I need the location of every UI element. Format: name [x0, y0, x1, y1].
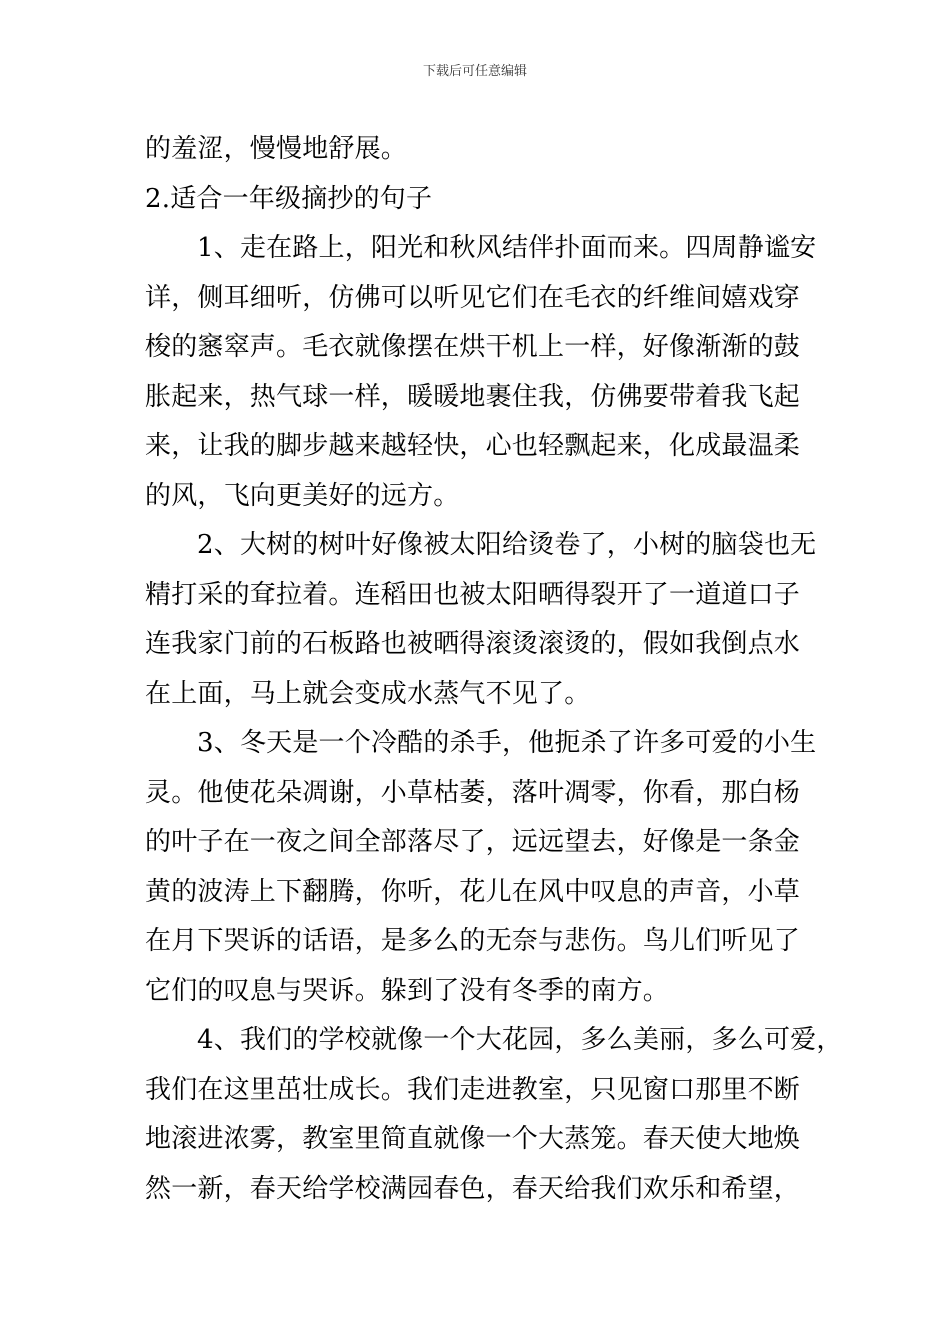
text-line: 精打采的耷拉着。连稻田也被太阳晒得裂开了一道道口子	[145, 579, 801, 610]
text-line: 胀起来，热气球一样，暖暖地裹住我，仿佛要带着我飞起	[145, 381, 801, 412]
text-line: 我们在这里茁壮成长。我们走进教室，只见窗口那里不断	[145, 1074, 801, 1105]
text-line: 在上面，马上就会变成水蒸气不见了。	[145, 678, 591, 709]
paragraph-3-start: 3、冬天是一个冷酷的杀手，他扼杀了许多可爱的小生	[197, 728, 817, 758]
text-line: 在月下哭诉的话语，是多么的无奈与悲伤。鸟儿们听见了	[145, 926, 801, 956]
text-line: 详，侧耳细听，仿佛可以听见它们在毛衣的纤维间嬉戏穿	[145, 282, 801, 313]
text-line: 然一新，春天给学校满园春色，春天给我们欢乐和希望，	[145, 1173, 801, 1204]
text-line: 地滚进浓雾，教室里简直就像一个大蒸笼。春天使大地焕	[145, 1124, 801, 1154]
text-line: 的风，飞向更美好的远方。	[145, 480, 460, 511]
text-line: 梭的窸窣声。毛衣就像摆在烘干机上一样，好像渐渐的鼓	[145, 332, 801, 362]
page-header: 下载后可任意编辑	[422, 64, 527, 79]
text-line: 它们的叹息与哭诉。躲到了没有冬季的南方。	[145, 975, 670, 1006]
text-line: 黄的波涛上下翻腾，你听，花儿在风中叹息的声音，小草	[145, 876, 801, 907]
paragraph-4-start: 4、我们的学校就像一个大花园，多么美丽，多么可爱，	[197, 1025, 843, 1055]
text-line: 来，让我的脚步越来越轻快，心也轻飘起来，化成最温柔	[145, 431, 801, 461]
document-body	[145, 125, 843, 1214]
paragraph-2-start: 2、大树的树叶好像被太阳给烫卷了，小树的脑袋也无	[197, 530, 817, 560]
text-line: 灵。他使花朵凋谢，小草枯萎，落叶凋零，你看，那白杨	[145, 777, 801, 808]
text-line: 连我家门前的石板路也被晒得滚烫滚烫的，假如我倒点水	[145, 629, 801, 659]
paragraph-1-start: 1、走在路上，阳光和秋风结伴扑面而来。四周静谧安	[197, 233, 817, 263]
text-line: 的羞涩，慢慢地舒展。	[145, 134, 408, 164]
section-heading: 2.适合一年级摘抄的句子	[145, 183, 433, 214]
text-line: 的叶子在一夜之间全部落尽了，远远望去，好像是一条金	[145, 827, 801, 857]
